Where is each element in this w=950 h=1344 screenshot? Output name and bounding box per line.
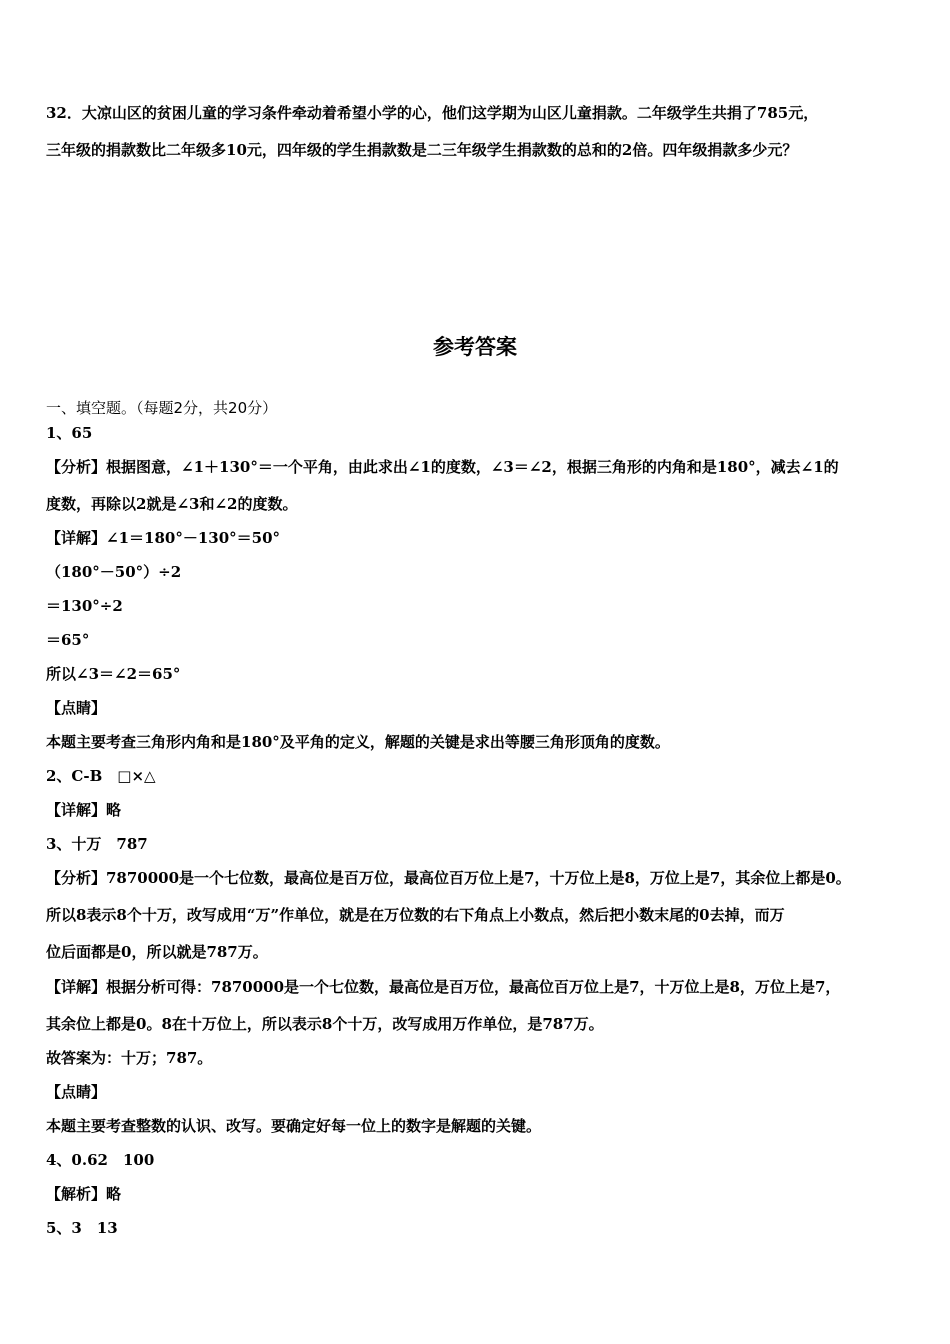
analysis-3-line-2: 所以8表示8个十万，改写成用“万”作单位，就是在万位数的右下角点上小数点，然后把小数末尾的0去掉，而万 <box>46 906 785 924</box>
analysis-1-line-2: 度数，再除以2就是∠3和∠2的度数。 <box>46 495 298 513</box>
explanation-4: 【解析】略 <box>46 1185 122 1203</box>
detail-1-line-3: ＝130°÷2 <box>46 597 123 615</box>
detail-1-line-2: （180°－50°）÷2 <box>46 563 182 581</box>
detail-1-line-1: 【详解】∠1＝180°－130°＝50° <box>46 529 281 547</box>
detail-3-line-2: 其余位上都是0。8在十万位上，所以表示8个十万，改写成用万作单位，是787万。 <box>46 1015 604 1033</box>
answer-2: 2、C-B □×△ <box>46 767 156 785</box>
question-32-line-1: 32．大凉山区的贫困儿童的学习条件牵动着希望小学的心，他们这学期为山区儿童捐款。二年级学生共捐了785元， <box>46 104 819 122</box>
detail-1-line-4: ＝65° <box>46 631 90 649</box>
section-heading-fill-in: 一、填空题。（每题2分，共20分） <box>46 399 278 417</box>
answer-5: 5、3 13 <box>46 1219 118 1237</box>
answers-title: 参考答案 <box>433 335 517 359</box>
analysis-3-line-1: 【分析】7870000是一个七位数，最高位是百万位，最高位百万位上是7，十万位上是8，万位上是7，其余位上都是0。 <box>46 869 851 887</box>
detail-1-line-5: 所以∠3＝∠2＝65° <box>46 665 181 683</box>
answer-1: 1、65 <box>46 424 93 442</box>
analysis-3-line-3: 位后面都是0，所以就是787万。 <box>46 943 268 961</box>
question-32-line-2: 三年级的捐款数比二年级多10元，四年级的学生捐款数是二三年级学生捐款数的总和的2倍。四年级捐款多少元？ <box>46 141 798 159</box>
detail-3-line-1: 【详解】根据分析可得：7870000是一个七位数，最高位是百万位，最高位百万位上是7，十万位上是8，万位上是7， <box>46 978 841 996</box>
point-3-text: 本题主要考查整数的认识、改写。要确定好每一位上的数字是解题的关键。 <box>46 1117 542 1135</box>
answer-4: 4、0.62 100 <box>46 1151 155 1169</box>
answer-3-final: 故答案为：十万；787。 <box>46 1049 213 1067</box>
point-1-heading: 【点睛】 <box>46 699 107 717</box>
analysis-1-line-1: 【分析】根据图意，∠1＋130°＝一个平角，由此求出∠1的度数，∠3＝∠2，根据三角形的内角和是180°，减去∠1的 <box>46 458 839 476</box>
point-1-text: 本题主要考查三角形内角和是180°及平角的定义，解题的关键是求出等腰三角形顶角的度数。 <box>46 733 670 751</box>
point-3-heading: 【点睛】 <box>46 1083 107 1101</box>
detail-2: 【详解】略 <box>46 801 122 819</box>
answer-3: 3、十万 787 <box>46 835 148 853</box>
